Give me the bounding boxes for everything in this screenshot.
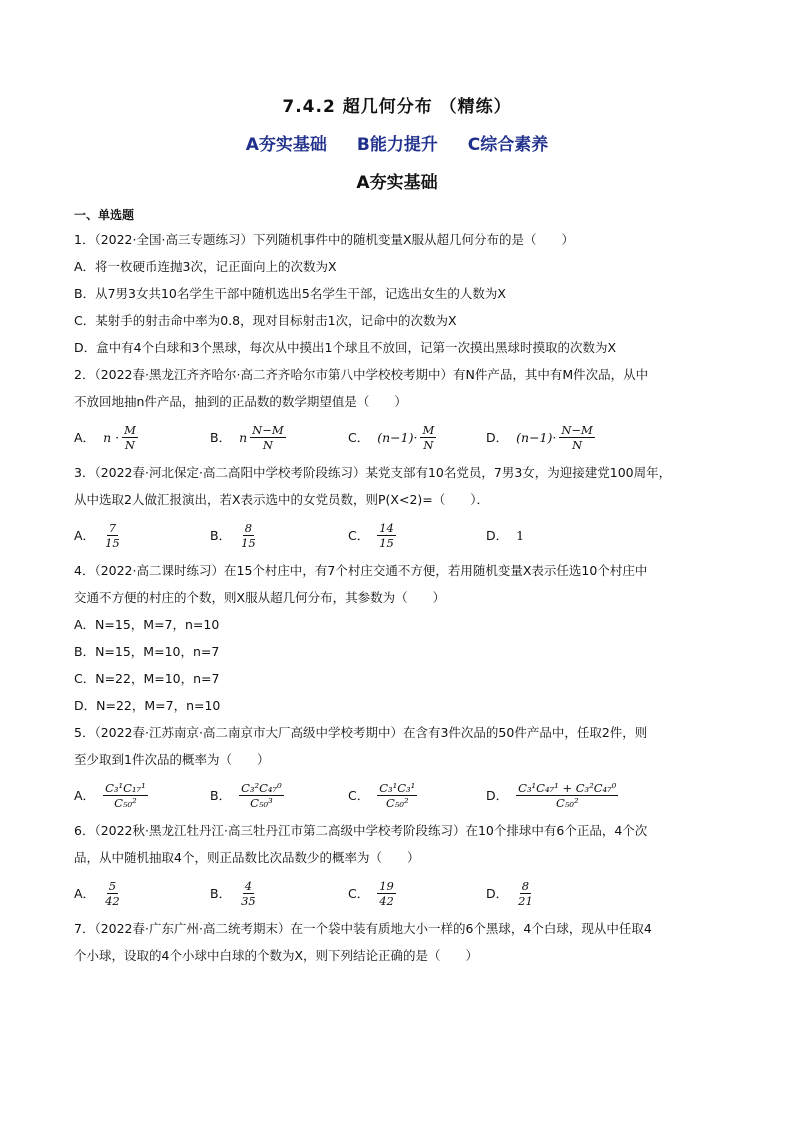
section-heading: 一、单选题 [74, 208, 135, 222]
q7-stem-line2: 个小球，设取的4个小球中白球的个数为X，则下列结论正确的是（ ） [74, 948, 479, 963]
fraction: $\frac{\text{C₃²C₄₇⁰}}{\text{C₅₀³}}$ [241, 780, 282, 810]
q5-option-a: A． $\frac{\text{C₃¹C₁₇¹}}{\text{C₅₀²}}$ [74, 780, 146, 810]
q4-stem-line1: 4．（2022·高二课时练习）在15个村庄中，有7个村庄交通不方便，若用随机变量X表示任选10个村庄中 [74, 563, 648, 578]
q5-options [74, 773, 724, 817]
q5-option-d: D． $\frac{\text{C₃¹C₄₇¹ + C₃²C₄₇⁰}}{\text{C₅₀²}}$ [486, 780, 617, 810]
fraction: $\frac{14}{15}$ [379, 520, 394, 550]
q7-stem-line1: 7．（2022春·广东广州·高二统考期末）在一个袋中装有质地大小一样的6个黑球，4个白球，现从中任取4 [74, 921, 652, 936]
q1-stem: 1．（2022·全国·高三专题练习）下列随机事件中的随机变量X服从超几何分布的是（ ） [74, 232, 575, 247]
q3-option-d: D． 1 [486, 527, 525, 543]
fraction: $\frac{4}{35}$ [241, 878, 256, 908]
section-links [0, 130, 794, 155]
q3-option-a: A． $\frac{7}{15}$ [74, 520, 120, 550]
q2-option-a: A． n · $\frac{M}{N}$ [74, 422, 136, 452]
fraction: $\frac{\text{C₃¹C₄₇¹ + C₃²C₄₇⁰}}{\text{C₅₀²}}$ [518, 780, 617, 810]
q1-option-d: D．盒中有4个白球和3个黑球，每次从中摸出1个球且不放回，记第一次摸出黑球时摸取的次数为X [74, 340, 617, 355]
fraction: $\frac{5}{42}$ [105, 878, 120, 908]
q2-option-c: C． (n−1)· $\frac{M}{N}$ [348, 422, 435, 452]
q2-stem-line2: 不放回地抽n件产品，抽到的正品数的数学期望值是（ ） [74, 394, 407, 409]
fraction: $\frac{N-M}{N}$ [252, 422, 284, 452]
fraction: $\frac{M}{N}$ [422, 422, 435, 452]
fraction: $\frac{8}{21}$ [518, 878, 533, 908]
q6-option-c: C． $\frac{19}{42}$ [348, 878, 394, 908]
q6-option-d: D． $\frac{8}{21}$ [486, 878, 533, 908]
q2-stem-line1: 2．（2022春·黑龙江齐齐哈尔·高二齐齐哈尔市第八中学校校考期中）有N件产品，其中有M件次品，从中 [74, 367, 649, 382]
section-c-label: C综合素养 [467, 135, 549, 155]
q4-option-c: C．N=22，M=10，n=7 [74, 671, 220, 686]
page-title: 7.4.2 超几何分布 （精练） [282, 97, 512, 117]
q5-stem-line1: 5．（2022春·江苏南京·高二南京市大厂高级中学校考期中）在含有3件次品的50件产品中，任取2件，则 [74, 725, 648, 740]
q4-option-b: B．N=15，M=10，n=7 [74, 644, 220, 659]
section-b-label: B能力提升 [356, 135, 438, 155]
q6-options [74, 871, 724, 915]
fraction: $\frac{7}{15}$ [105, 520, 120, 550]
q1-option-a: A．将一枚硬币连抛3次，记正面向上的次数为X [74, 259, 337, 274]
q6-stem-line2: 品，从中随机抽取4个，则正品数比次品数少的概率为（ ） [74, 850, 420, 865]
fraction: $\frac{19}{42}$ [379, 878, 394, 908]
q2-option-d: D． (n−1)· $\frac{N-M}{N}$ [486, 422, 593, 452]
q5-option-b: B． $\frac{\text{C₃²C₄₇⁰}}{\text{C₅₀³}}$ [210, 780, 282, 810]
q2-options [74, 415, 724, 459]
q3-options [74, 513, 724, 557]
q5-option-c: C． $\frac{\text{C₃¹C₃¹}}{\text{C₅₀²}}$ [348, 780, 416, 810]
q3-option-b: B． $\frac{8}{15}$ [210, 520, 256, 550]
q2-option-b: B． n $\frac{N-M}{N}$ [210, 422, 284, 452]
fraction: $\frac{N-M}{N}$ [561, 422, 593, 452]
q3-stem-line1: 3．（2022春·河北保定·高二高阳中学校考阶段练习）某党支部有10名党员，7男3女，为迎接建党100周年， [74, 465, 672, 480]
questions [74, 204, 724, 969]
q3-option-c: C． $\frac{14}{15}$ [348, 520, 394, 550]
fraction: $\frac{\text{C₃¹C₃¹}}{\text{C₅₀²}}$ [379, 780, 416, 810]
section-a-label: A夯实基础 [245, 135, 327, 155]
q4-stem-line2: 交通不方便的村庄的个数，则X服从超几何分布，其参数为（ ） [74, 590, 446, 605]
fraction: $\frac{\text{C₃¹C₁₇¹}}{\text{C₅₀²}}$ [105, 780, 146, 810]
q6-stem-line1: 6．（2022秋·黑龙江牡丹江·高三牡丹江市第二高级中学校考阶段练习）在10个排球中有6个正品，4个次 [74, 823, 648, 838]
q6-option-b: B． $\frac{4}{35}$ [210, 878, 256, 908]
q5-stem-line2: 至少取到1件次品的概率为（ ） [74, 752, 270, 767]
q6-option-a: A． $\frac{5}{42}$ [74, 878, 120, 908]
q4-option-a: A．N=15，M=7，n=10 [74, 617, 220, 632]
q3-stem-line2: 从中选取2人做汇报演出，若X表示选中的女党员数，则P(X<2)=（ ）． [74, 492, 490, 507]
q1-option-c: C．某射手的射击命中率为0.8，现对目标射击1次，记命中的次数为X [74, 313, 457, 328]
fraction: $\frac{8}{15}$ [241, 520, 256, 550]
section-subtitle: A夯实基础 [356, 173, 438, 193]
fraction: $\frac{M}{N}$ [124, 422, 136, 452]
q1-option-b: B．从7男3女共10名学生干部中随机选出5名学生干部，记选出女生的人数为X [74, 286, 506, 301]
q4-option-d: D．N=22，M=7，n=10 [74, 698, 221, 713]
